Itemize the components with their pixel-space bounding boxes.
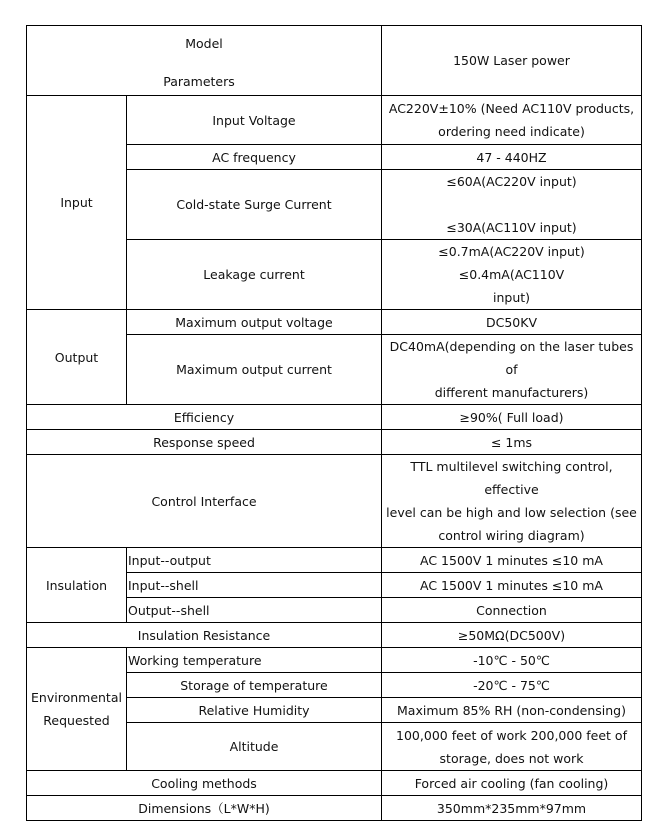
working-temperature-label: Working temperature bbox=[127, 648, 382, 673]
table-row bbox=[27, 455, 642, 548]
output-shell-label: Output--shell bbox=[127, 598, 382, 623]
output-shell-value: Connection bbox=[382, 598, 642, 623]
insulation-resistance-label: Insulation Resistance bbox=[27, 623, 382, 648]
table-row bbox=[27, 548, 642, 573]
environmental-group-label-line1: Environmental bbox=[31, 690, 122, 705]
response-speed-label: Response speed bbox=[27, 430, 382, 455]
max-output-current-value-line2: different manufacturers) bbox=[434, 385, 589, 400]
input-voltage-label: Input Voltage bbox=[127, 96, 382, 145]
input-group-label: Input bbox=[27, 96, 127, 310]
efficiency-value: ≥90%( Full load) bbox=[382, 405, 642, 430]
leakage-current-label: Leakage current bbox=[127, 240, 382, 310]
altitude-value bbox=[382, 723, 642, 771]
surge-current-value bbox=[382, 170, 642, 240]
control-interface-value-line2: level can be high and low selection (see bbox=[386, 505, 637, 520]
output-group-label: Output bbox=[27, 310, 127, 405]
dimensions-label: Dimensions（L*W*H) bbox=[27, 796, 382, 821]
cooling-methods-label: Cooling methods bbox=[27, 771, 382, 796]
input-voltage-value-line1: AC220V±10% (Need AC110V products, bbox=[388, 101, 635, 116]
altitude-value-line1: 100,000 feet of work 200,000 feet of bbox=[396, 727, 627, 743]
input-voltage-value-line2: ordering need indicate) bbox=[438, 124, 585, 139]
table-row bbox=[27, 648, 642, 673]
insulation-group-label: Insulation bbox=[27, 548, 127, 623]
table-row bbox=[27, 405, 642, 430]
surge-current-value-line2: ≤30A(AC110V input) bbox=[446, 220, 577, 235]
table-row bbox=[27, 623, 642, 648]
leakage-current-value bbox=[382, 240, 642, 310]
table-row bbox=[27, 96, 642, 145]
control-interface-value-line3: control wiring diagram) bbox=[438, 528, 585, 543]
working-temperature-value: -10℃ - 50℃ bbox=[382, 648, 642, 673]
relative-humidity-label: Relative Humidity bbox=[127, 698, 382, 723]
model-label: Model bbox=[185, 36, 223, 51]
dimensions-value: 350mm*235mm*97mm bbox=[382, 796, 642, 821]
table-row bbox=[27, 796, 642, 821]
table-row bbox=[27, 310, 642, 335]
insulation-resistance-value: ≥50MΩ(DC500V) bbox=[382, 623, 642, 648]
table-row bbox=[27, 771, 642, 796]
environmental-group-label-line2: Requested bbox=[43, 713, 110, 728]
efficiency-label: Efficiency bbox=[27, 405, 382, 430]
ac-frequency-label: AC frequency bbox=[127, 145, 382, 170]
relative-humidity-value: Maximum 85% RH (non-condensing) bbox=[382, 698, 642, 723]
control-interface-label: Control Interface bbox=[27, 455, 382, 548]
input-output-label: Input--output bbox=[127, 548, 382, 573]
table-row bbox=[27, 430, 642, 455]
header-row bbox=[27, 26, 642, 96]
altitude-label: Altitude bbox=[127, 723, 382, 771]
leakage-current-value-line1: ≤0.7mA(AC220V input) ≤0.4mA(AC110V bbox=[438, 244, 585, 282]
max-output-current-label: Maximum output current bbox=[127, 335, 382, 405]
max-output-current-value-line1: DC40mA(depending on the laser tubes of bbox=[389, 339, 634, 377]
model-parameters-cell bbox=[27, 26, 382, 96]
storage-temperature-value: -20℃ - 75℃ bbox=[382, 673, 642, 698]
response-speed-value: ≤ 1ms bbox=[382, 430, 642, 455]
surge-current-label: Cold-state Surge Current bbox=[127, 170, 382, 240]
storage-temperature-label: Storage of temperature bbox=[127, 673, 382, 698]
max-output-current-value bbox=[382, 335, 642, 405]
input-output-value: AC 1500V 1 minutes ≤10 mA bbox=[382, 548, 642, 573]
altitude-value-line2: storage, does not work bbox=[439, 750, 584, 766]
cooling-methods-value: Forced air cooling (fan cooling) bbox=[382, 771, 642, 796]
input-voltage-value bbox=[382, 96, 642, 145]
control-interface-value-line1: TTL multilevel switching control, effective bbox=[410, 459, 613, 497]
max-output-voltage-label: Maximum output voltage bbox=[127, 310, 382, 335]
max-output-voltage-value: DC50KV bbox=[382, 310, 642, 335]
input-shell-label: Input--shell bbox=[127, 573, 382, 598]
environmental-group-label bbox=[27, 648, 127, 771]
surge-current-value-line1: ≤60A(AC220V input) bbox=[446, 174, 577, 189]
leakage-current-value-line2: input) bbox=[492, 290, 531, 305]
ac-frequency-value: 47 - 440HZ bbox=[382, 145, 642, 170]
control-interface-value bbox=[382, 455, 642, 548]
parameters-label: Parameters bbox=[163, 74, 235, 89]
spec-table bbox=[26, 25, 642, 821]
input-shell-value: AC 1500V 1 minutes ≤10 mA bbox=[382, 573, 642, 598]
product-name: 150W Laser power bbox=[382, 26, 642, 96]
